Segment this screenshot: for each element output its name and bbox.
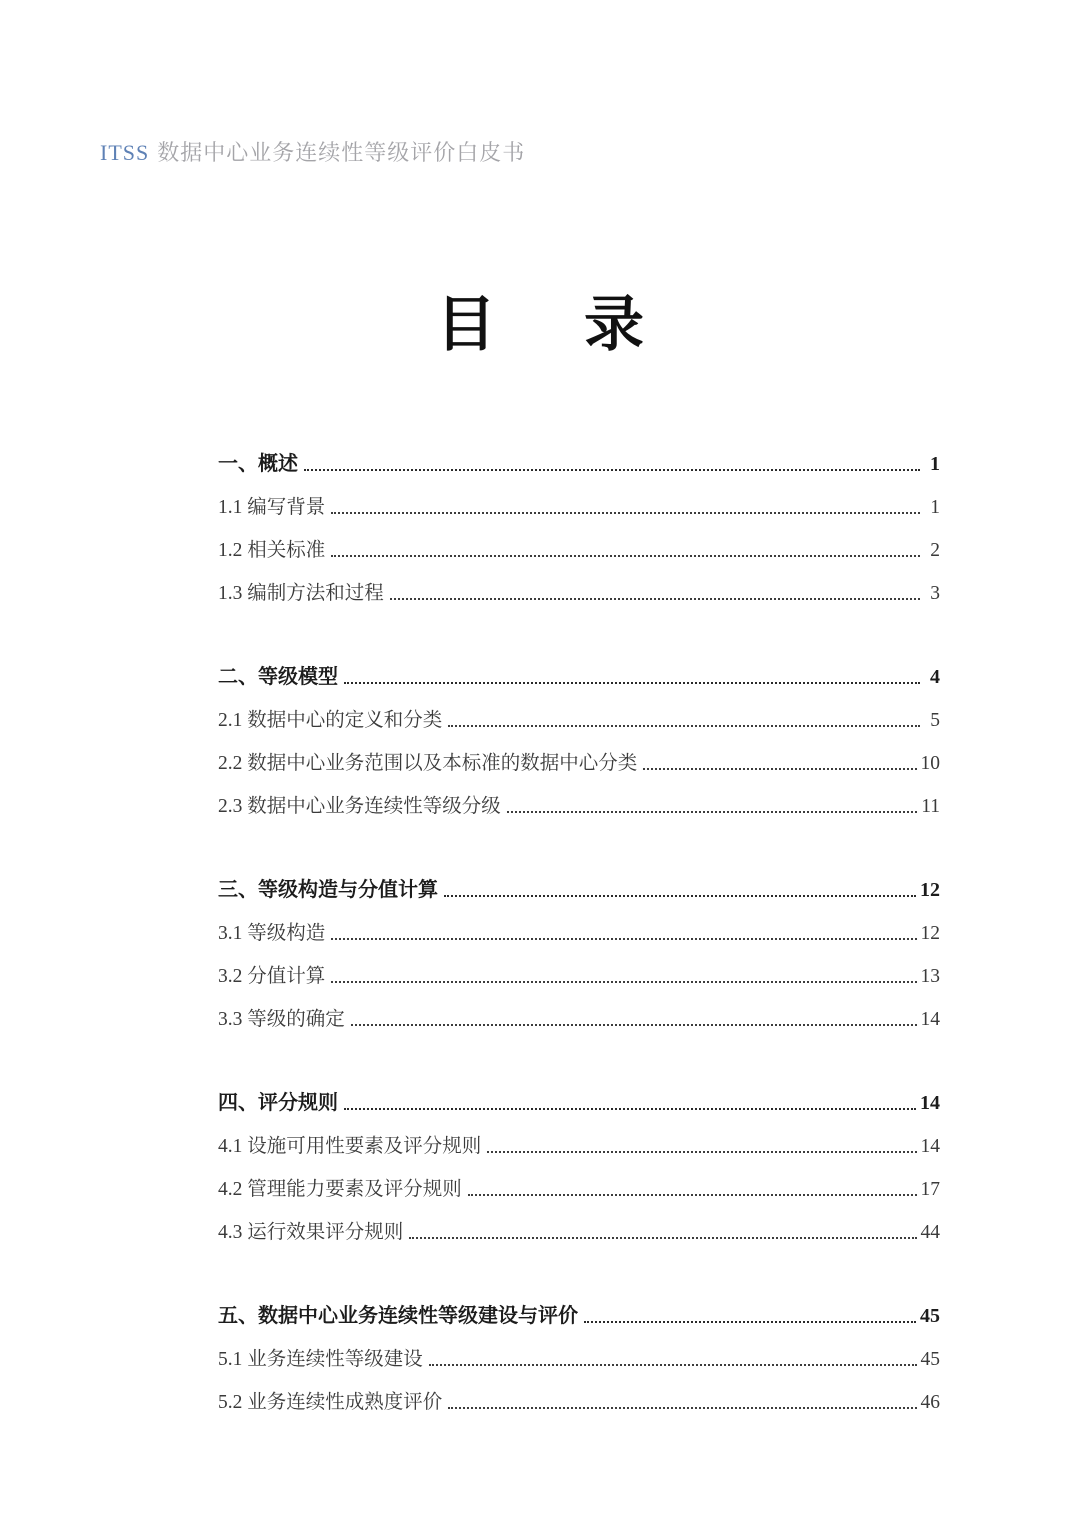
toc-entry-page: 5 [930,709,940,731]
dot-leader [351,1024,917,1026]
toc-entry-label: 2.1 数据中心的定义和分类 [218,709,443,731]
table-of-contents [218,434,940,1415]
toc-entry-label: 1.2 相关标准 [218,539,326,561]
dot-leader [331,555,920,557]
toc-entry-page: 45 [920,1305,940,1327]
toc-item-entry[interactable] [218,776,940,819]
dot-leader [331,938,916,940]
toc-entry-label: 1.1 编写背景 [218,496,326,518]
toc-entry-label: 4.3 运行效果评分规则 [218,1221,404,1243]
dot-leader [448,1407,916,1409]
itss-brand-text: ITSS [100,140,150,165]
toc-entry-label: 四、评分规则 [218,1092,338,1114]
toc-item-entry[interactable] [218,1202,940,1245]
toc-entry-label: 3.2 分值计算 [218,965,326,987]
toc-entry-page: 45 [920,1348,940,1370]
toc-section-entry[interactable] [218,647,940,690]
page-title-char-right: 录 [584,292,644,358]
dot-leader [331,981,916,983]
toc-item-entry[interactable] [218,520,940,563]
toc-entry-page: 17 [920,1178,940,1200]
toc-entry-label: 二、等级模型 [218,666,338,688]
dot-leader [448,725,920,727]
dot-leader [444,895,916,897]
toc-entry-page: 11 [921,795,940,817]
toc-item-entry[interactable] [218,1116,940,1159]
toc-entry-page: 44 [920,1221,940,1243]
dot-leader [390,598,920,600]
toc-entry-label: 2.3 数据中心业务连续性等级分级 [218,795,501,817]
toc-entry-page: 1 [930,496,940,518]
toc-item-entry[interactable] [218,1159,940,1202]
toc-entry-page: 2 [930,539,940,561]
header-doc-title: 数据中心业务连续性等级评价白皮书 [157,140,526,165]
toc-item-entry[interactable] [218,733,940,776]
dot-leader [304,469,920,471]
toc-entry-page: 3 [930,582,940,604]
dot-leader [507,811,917,813]
dot-leader [409,1237,916,1239]
toc-item-entry[interactable] [218,563,940,606]
dot-leader [344,1108,916,1110]
dot-leader [429,1364,917,1366]
toc-entry-page: 13 [920,965,940,987]
toc-item-entry[interactable] [218,477,940,520]
toc-item-entry[interactable] [218,946,940,989]
toc-item-entry[interactable] [218,1329,940,1372]
toc-entry-label: 4.1 设施可用性要素及评分规则 [218,1135,482,1157]
running-header [100,136,525,167]
toc-section-entry[interactable] [218,1073,940,1116]
toc-entry-page: 1 [930,453,940,475]
toc-item-entry[interactable] [218,1372,940,1415]
toc-entry-label: 三、等级构造与分值计算 [218,879,438,901]
toc-section-entry[interactable] [218,860,940,903]
toc-item-entry[interactable] [218,903,940,946]
toc-entry-page: 10 [920,752,940,774]
toc-entry-label: 一、概述 [218,453,298,475]
page-title [0,292,1080,358]
page-title-char-left: 目 [436,292,496,358]
toc-entry-label: 1.3 编制方法和过程 [218,582,384,604]
toc-entry-page: 14 [920,1135,940,1157]
dot-leader [584,1321,916,1323]
toc-item-entry[interactable] [218,690,940,733]
dot-leader [487,1151,916,1153]
toc-entry-page: 12 [920,922,940,944]
toc-entry-label: 2.2 数据中心业务范围以及本标准的数据中心分类 [218,752,638,774]
toc-section-entry[interactable] [218,434,940,477]
toc-entry-page: 46 [920,1391,940,1413]
toc-entry-label: 5.2 业务连续性成熟度评价 [218,1391,443,1413]
toc-entry-label: 五、数据中心业务连续性等级建设与评价 [218,1305,578,1327]
toc-entry-label: 5.1 业务连续性等级建设 [218,1348,423,1370]
toc-entry-label: 4.2 管理能力要素及评分规则 [218,1178,462,1200]
toc-section-entry[interactable] [218,1286,940,1329]
toc-entry-page: 12 [920,879,940,901]
dot-leader [468,1194,917,1196]
toc-entry-label: 3.1 等级构造 [218,922,326,944]
toc-entry-page: 14 [920,1092,940,1114]
toc-entry-page: 14 [920,1008,940,1030]
toc-entry-label: 3.3 等级的确定 [218,1008,345,1030]
dot-leader [643,768,916,770]
dot-leader [344,682,920,684]
toc-item-entry[interactable] [218,989,940,1032]
toc-entry-page: 4 [930,666,940,688]
dot-leader [331,512,920,514]
